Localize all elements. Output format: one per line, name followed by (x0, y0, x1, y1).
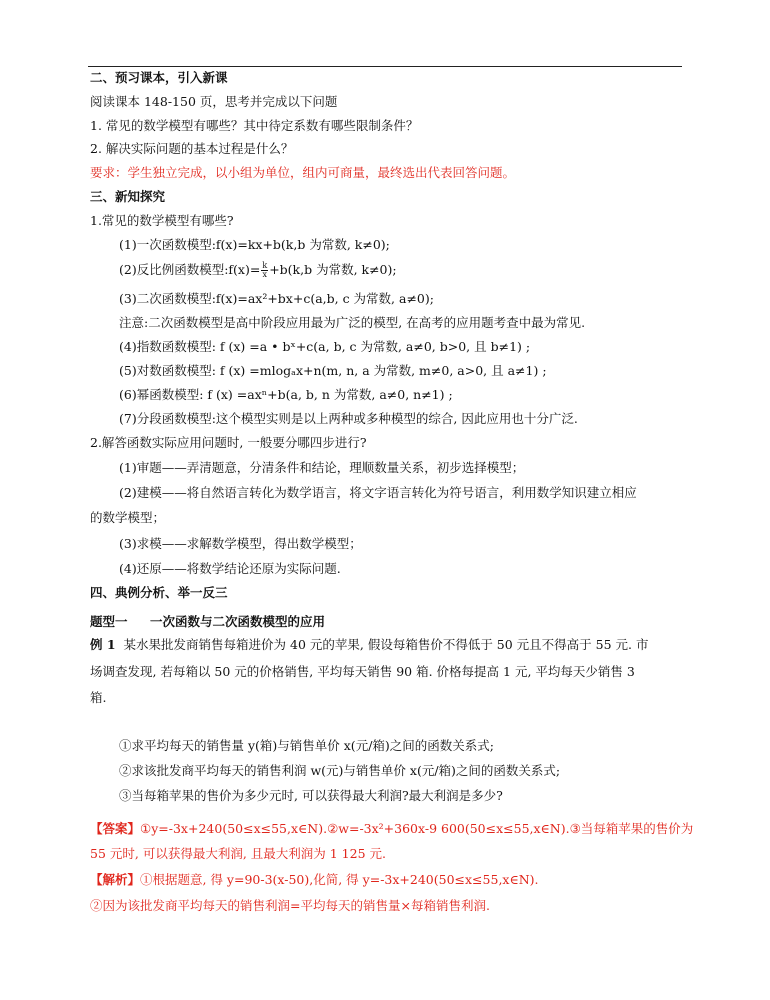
step-2-continued: 的数学模型； (90, 510, 166, 525)
reading-instruction: 阅读课本 148-150 页，思考并完成以下问题 (90, 94, 338, 109)
steps-question: 2.解答函数实际应用问题时, 一般要分哪四步进行? (90, 435, 367, 450)
answer-text-1: ①y=-3x+240(50≤x≤55,x∈N).②w=-3x²+360x-9 600(50≤x≤55,x∈N).③当每箱苹果的售价为 (140, 821, 694, 836)
models-question: 1.常见的数学模型有哪些? (90, 213, 234, 228)
question-2: 2. 解决实际问题的基本过程是什么？ (90, 141, 294, 156)
section-2-heading: 二、预习课本，引入新课 (90, 70, 228, 85)
step-3: (3)求模——求解数学模型，得出数学模型； (119, 536, 362, 551)
sub-question-1: ①求平均每天的销售量 y(箱)与销售单价 x(元/箱)之间的函数关系式; (119, 738, 494, 753)
explanation-label: 【解析】 (90, 872, 141, 887)
section-4-heading: 四、典例分析、举一反三 (90, 585, 228, 600)
header-rule (88, 66, 682, 67)
explanation-text-1: ①根据题意, 得 y=90-3(x-50),化简, 得 y=-3x+240(50≤x≤55,x∈N). (140, 872, 539, 887)
example-line-2: 场调查发现, 若每箱以 50 元的价格销售, 平均每天销售 90 箱. 价格每提高 1 元, 平均每天少销售 3 (90, 664, 635, 679)
example-text-1: 某水果批发商销售每箱进价为 40 元的苹果, 假设每箱售价不得低于 50 元且不得高于 55 元. 市 (123, 637, 649, 652)
sub-question-2: ②求该批发商平均每天的销售利润 w(元)与销售单价 x(元/箱)之间的函数关系式; (119, 763, 561, 778)
example-line-1 (90, 637, 648, 653)
answer-line-1 (90, 821, 693, 837)
model-quadratic: (3)二次函数模型:f(x)=ax²+bx+c(a,b, c 为常数, a≠0); (119, 291, 434, 306)
model-power: (6)幂函数模型: f (x) =axⁿ+b(a, b, n 为常数, a≠0, n≠1) ; (119, 387, 453, 402)
answer-line-2: 55 元时, 可以获得最大利润, 且最大利润为 1 125 元. (90, 846, 386, 861)
model-inverse-prefix: (2)反比例函数模型:f(x)= (119, 262, 261, 277)
example-line-3: 箱. (90, 690, 107, 705)
requirement-note: 要求：学生独立完成，以小组为单位，组内可商量，最终选出代表回答问题。 (90, 165, 516, 180)
fraction-denominator: x (262, 270, 268, 279)
model-exponential: (4)指数函数模型: f (x) =a • bˣ+c(a, b, c 为常数, a≠0, b>0, 且 b≠1) ; (119, 339, 531, 354)
model-inverse (119, 262, 397, 279)
model-piecewise: (7)分段函数模型:这个模型实则是以上两种或多种模型的综合, 因此应用也十分广泛. (119, 411, 578, 426)
model-logarithmic: (5)对数函数模型: f (x) =mlogₐx+n(m, n, a 为常数, m≠0, a>0, 且 a≠1) ; (119, 363, 547, 378)
fraction-numerator: k (262, 261, 268, 270)
model-linear: (1)一次函数模型:f(x)=kx+b(k,b 为常数, k≠0); (119, 237, 390, 252)
question-1: 1. 常见的数学模型有哪些？其中待定系数有哪些限制条件？ (90, 118, 419, 133)
quadratic-note: 注意:二次函数模型是高中阶段应用最为广泛的模型, 在高考的应用题考查中最为常见. (119, 315, 586, 330)
step-2: (2)建模——将自然语言转化为数学语言，将文字语言转化为符号语言，利用数学知识建立相应 (119, 485, 637, 500)
step-1: (1)审题——弄清题意，分清条件和结论，理顺数量关系，初步选择模型； (119, 460, 525, 475)
step-4: (4)还原——将数学结论还原为实际问题. (119, 561, 341, 576)
fraction-k-over-x (261, 262, 268, 279)
question-type-label: 题型一 (90, 614, 128, 629)
example-label: 例 1 (90, 637, 116, 652)
model-inverse-suffix: +b(k,b 为常数, k≠0); (269, 262, 397, 277)
sub-question-3: ③当每箱苹果的售价为多少元时, 可以获得最大利润?最大利润是多少? (119, 788, 503, 803)
explanation-line-2: ②因为该批发商平均每天的销售利润=平均每天的销售量×每箱销售利润. (90, 898, 490, 913)
question-type-title: 一次函数与二次函数模型的应用 (150, 614, 326, 629)
explanation-line-1 (90, 872, 539, 888)
section-3-heading: 三、新知探究 (90, 189, 166, 204)
answer-label: 【答案】 (90, 821, 141, 836)
